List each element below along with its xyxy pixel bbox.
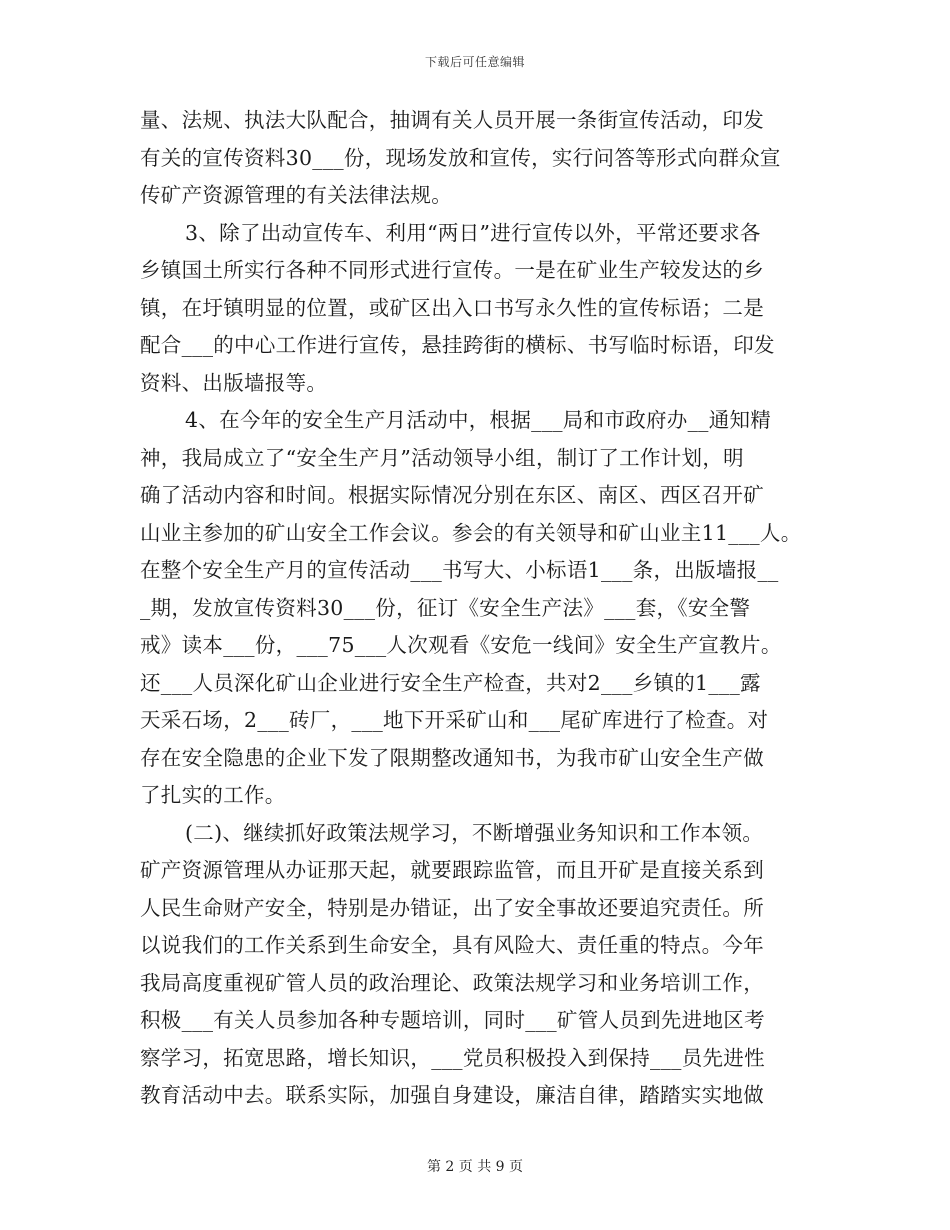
text-line: 配合___的中心工作进行宣传，悬挂跨街的横标、书写临时标语，印发 [140,333,775,357]
text-line: 3、除了出动宣传车、利用“两日”进行宣传以外，平常还要求各 [185,220,761,245]
text-line: 积极___有关人员参加各种专题培训，同时___矿管人员到先进地区考 [140,1008,765,1032]
text-line: _期，发放宣传资料30___份，征订《安全生产法》___套，《安全警 [140,595,751,620]
text-line: 矿产资源管理从办证那天起，就要跟踪监管，而且开矿是直接关系到 [140,858,764,882]
text-line: 乡镇国土所实行各种不同形式进行宣传。一是在矿业生产较发达的乡 [140,258,764,282]
text-line: 神，我局成立了“安全生产月”活动领导小组，制订了工作计划，明 [140,445,744,470]
text-line: (二)、继续抓好政策法规学习，不断增强业务知识和工作本领。 [185,820,764,845]
text-line: 量、法规、执法大队配合，抽调有关人员开展一条街宣传活动，印发 [140,108,764,132]
text-line: 教育活动中去。联系实际，加强自身建设，廉洁自律，踏踏实实地做 [140,1083,764,1107]
text-line: 我局高度重视矿管人员的政治理论、政策法规学习和业务培训工作， [140,970,764,995]
text-line: 天采石场，2___砖厂，___地下开采矿山和___尾矿库进行了检查。对 [140,708,769,732]
page-header: 下载后可任意编辑 [424,55,525,69]
text-line: 资料、出版墙报等。 [140,370,328,395]
text-line: 在整个安全生产月的宣传活动___书写大、小标语1___条，出版墙报__ [140,558,779,582]
text-line: 镇，在圩镇明显的位置，或矿区出入口书写永久性的宣传标语；二是 [140,295,764,320]
page-footer: 第 2 页 共 9 页 [426,1159,524,1175]
text-line: 传矿产资源管理的有关法律法规。 [140,183,452,207]
text-line: 有关的宣传资料30___份，现场发放和宣传，实行问答等形式向群众宣 [140,145,781,170]
text-line: 察学习，拓宽思路，增长知识，___党员积极投入到保持___员先进性 [140,1045,765,1070]
text-line: 人民生命财产安全，特别是办错证，出了安全事故还要追究责任。所 [140,895,764,920]
text-line: 以说我们的工作关系到生命安全，具有风险大、责任重的特点。今年 [140,933,764,957]
text-line: 山业主参加的矿山安全工作会议。参会的有关领导和矿山业主11___人。 [140,520,802,545]
text-line: 还___人员深化矿山企业进行安全生产检查，共对2___乡镇的1___露 [140,670,761,695]
text-line: 确了活动内容和时间。根据实际情况分别在东区、南区、西区召开矿 [140,483,764,507]
text-line: 存在安全隐患的企业下发了限期整改通知书，为我市矿山安全生产做 [140,745,764,770]
document-body [140,102,820,1115]
text-line: 戒》读本___份，___75___人次观看《安危一线间》安全生产宣教片。 [140,633,782,657]
text-line: 4、在今年的安全生产月活动中，根据___局和市政府办__通知精 [185,408,772,432]
text-line: 了扎实的工作。 [140,783,286,807]
